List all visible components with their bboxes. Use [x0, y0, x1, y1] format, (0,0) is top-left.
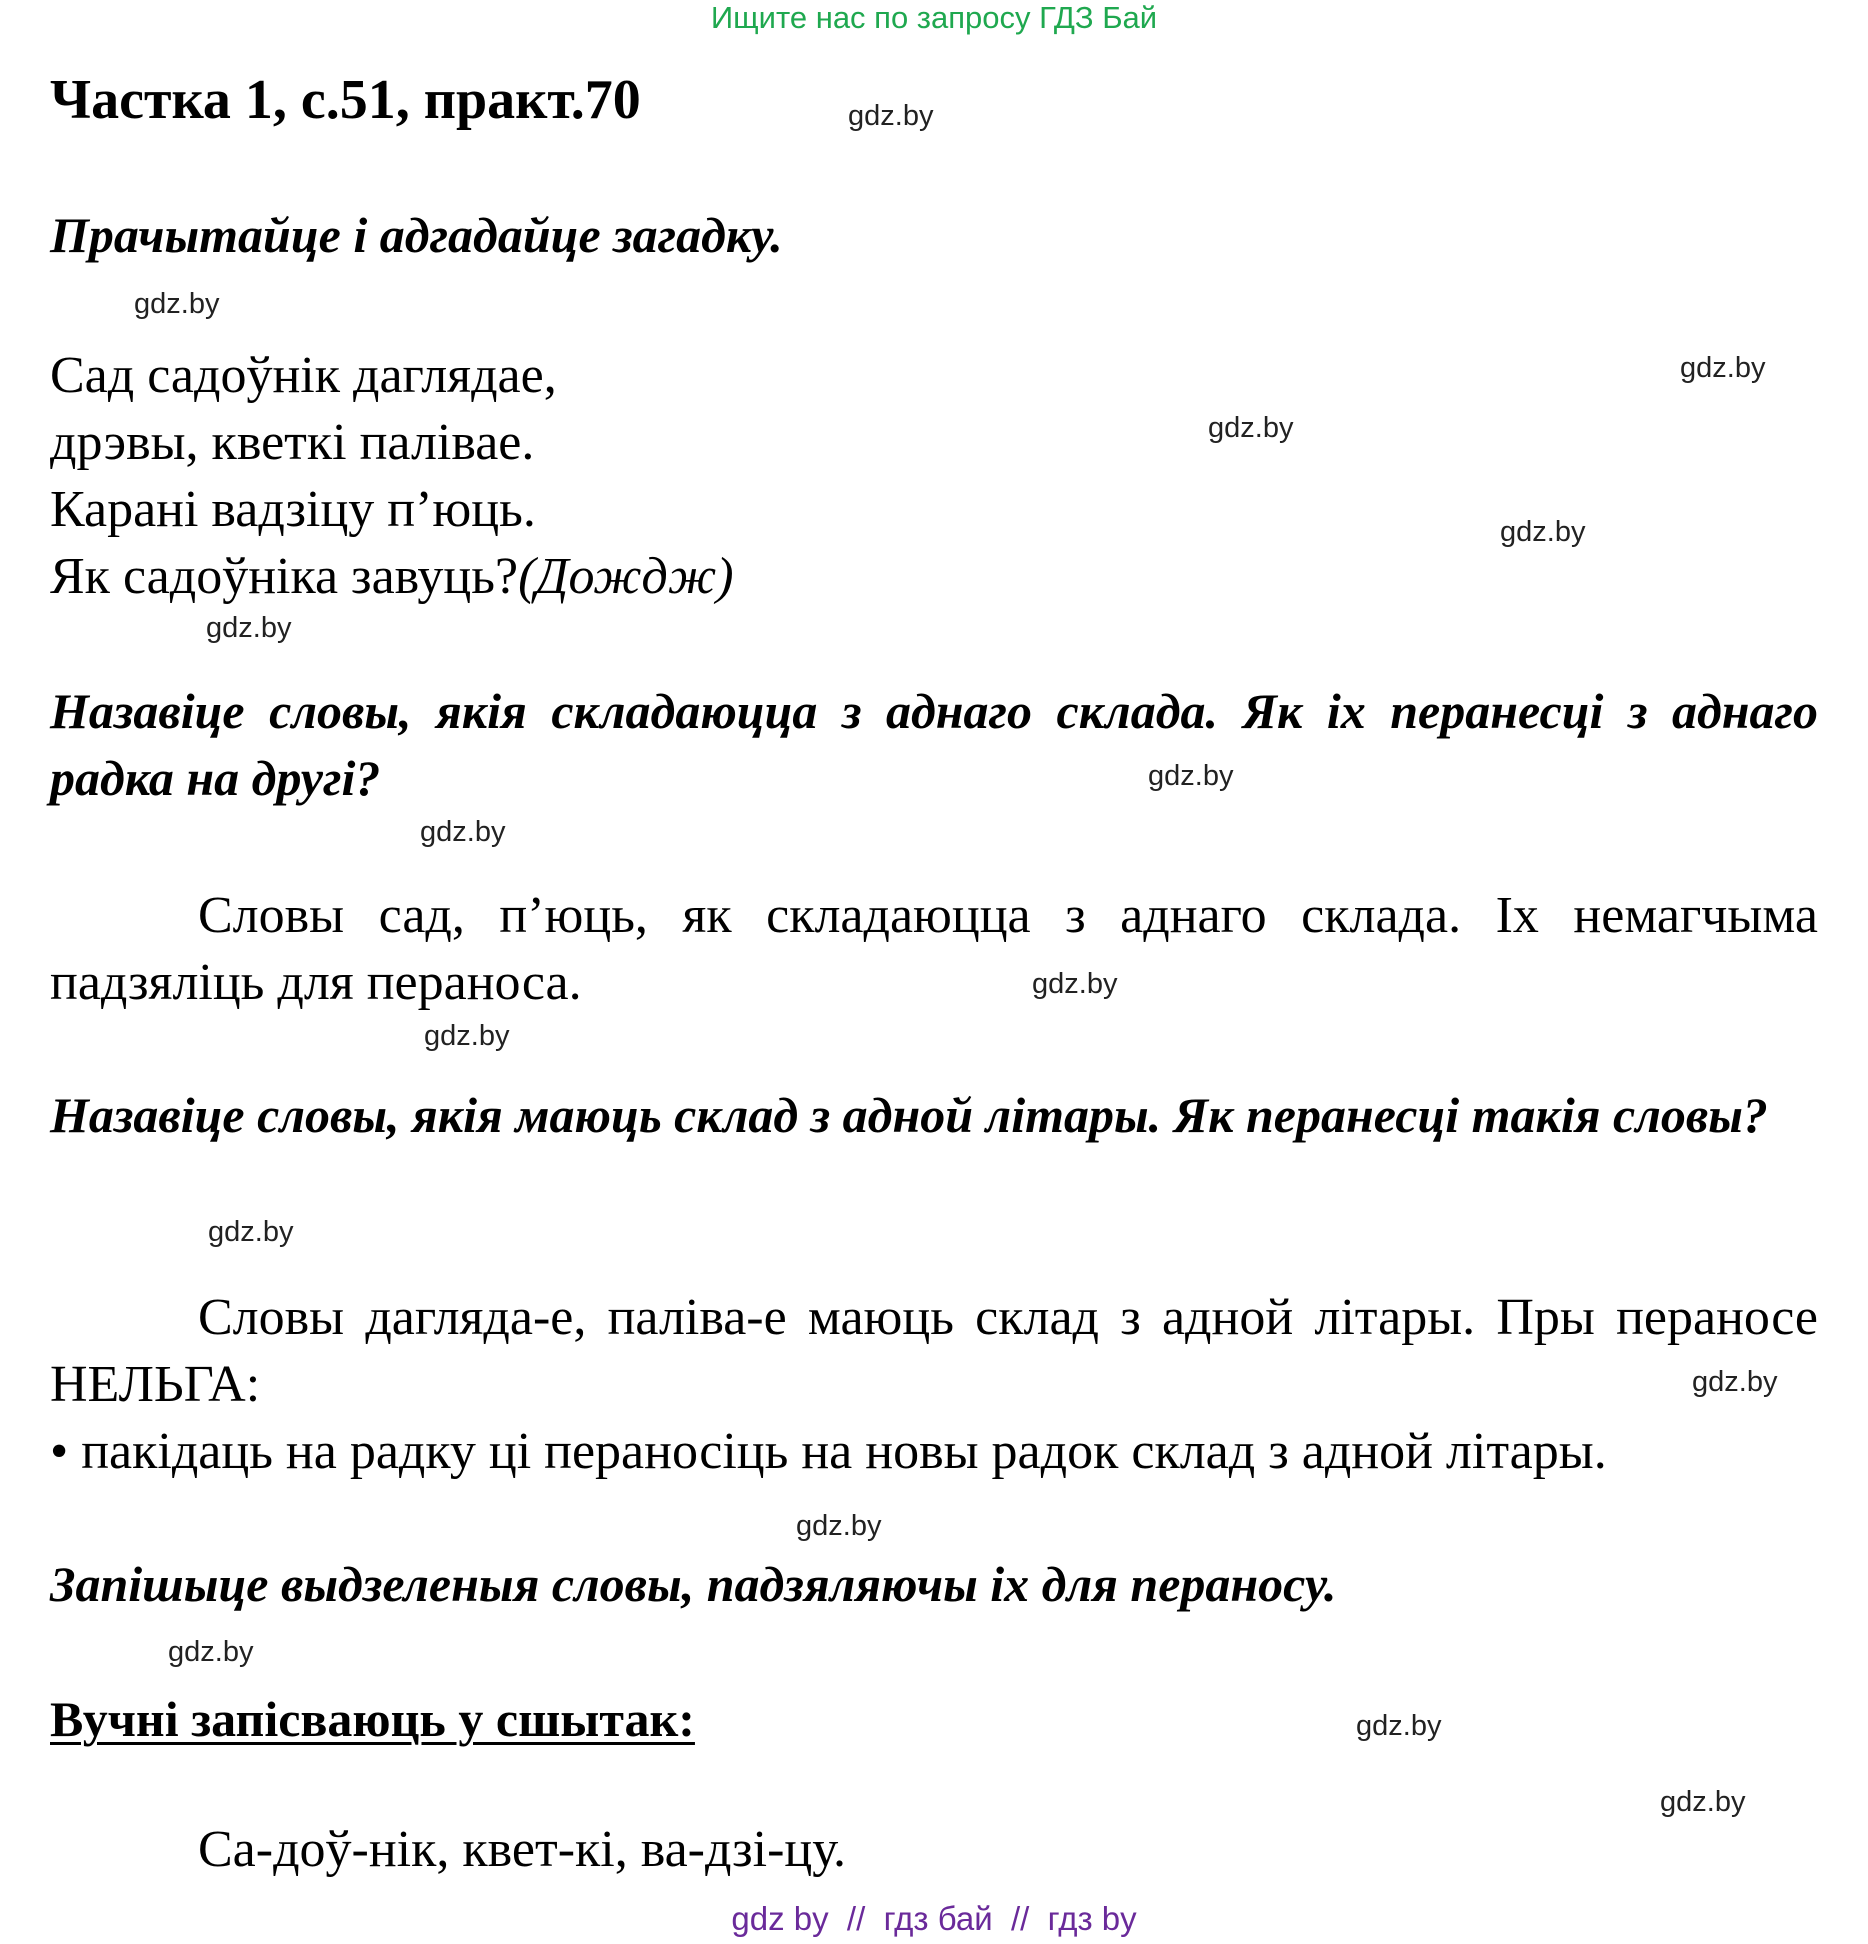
watermark: gdz.by: [1148, 760, 1234, 792]
poem-line-text: Як садоўніка завуць?: [50, 548, 519, 605]
poem-line: [50, 543, 734, 610]
riddle-answer: (Дождж): [518, 548, 734, 605]
task-heading-one-syllable: Назавіце словы, якія складаюцца з аднаго склада. Як іх перанесці з аднаго радка на другі?: [50, 683, 1818, 806]
watermark: gdz.by: [848, 100, 934, 132]
watermark: gdz.by: [168, 1636, 254, 1668]
riddle-poem: [50, 342, 734, 610]
watermark: gdz.by: [208, 1216, 294, 1248]
task-heading-one-letter: Назавіце словы, якія маюць склад з адной літары. Як перанесці такія словы?: [50, 1087, 1768, 1143]
answer-paragraph: Словы дагляда-е, паліва-е маюць склад з адной літары. Пры пераносе НЕЛЬГА:: [50, 1289, 1818, 1413]
footer-links: [0, 1900, 1868, 1938]
answer-paragraph: Словы сад, п’юць, як складаюцца з аднаго склада. Іх немагчыма падзяліць для пераноса.: [50, 887, 1818, 1011]
watermark: gdz.by: [424, 1020, 510, 1052]
answer-one-letter: [50, 1284, 1818, 1485]
footer-link[interactable]: gdz by: [731, 1900, 829, 1937]
poem-line: Карані вадзіцу п’юць.: [50, 481, 536, 538]
watermark: gdz.by: [206, 612, 292, 644]
notebook-heading: Вучні запісваюць у сшытак:: [50, 1691, 695, 1747]
footer-link[interactable]: // гдз by: [993, 1900, 1137, 1937]
search-banner: Ищите нас по запросу ГДЗ Бай: [710, 0, 1158, 35]
poem-line: дрэвы, кветкі палівае.: [50, 414, 535, 471]
watermark: gdz.by: [1680, 352, 1766, 384]
task-heading-write: Запішыце выдзеленыя словы, падзяляючы іх для пераносу.: [50, 1556, 1337, 1612]
poem-line: Сад садоўнік даглядае,: [50, 347, 557, 404]
watermark: gdz.by: [1660, 1786, 1746, 1818]
watermark: gdz.by: [1500, 516, 1586, 548]
notebook-answer: Са-доў-нік, квет-кі, ва-дзі-цу.: [198, 1821, 847, 1878]
watermark: gdz.by: [1692, 1366, 1778, 1398]
watermark: gdz.by: [134, 288, 220, 320]
page-title: Частка 1, с.51, практ.70: [50, 69, 641, 131]
watermark: gdz.by: [420, 816, 506, 848]
answer-one-syllable: [50, 882, 1818, 1016]
watermark: gdz.by: [1356, 1710, 1442, 1742]
watermark: gdz.by: [1032, 968, 1118, 1000]
task-heading-riddle: Прачытайце і адгадайце загадку.: [50, 207, 783, 263]
answer-bullet: • пакідаць на радку ці пераносіць на новы радок склад з адной літары.: [50, 1423, 1607, 1480]
watermark: gdz.by: [796, 1510, 882, 1542]
watermark: gdz.by: [1208, 412, 1294, 444]
footer-link[interactable]: // гдз бай: [829, 1900, 993, 1937]
